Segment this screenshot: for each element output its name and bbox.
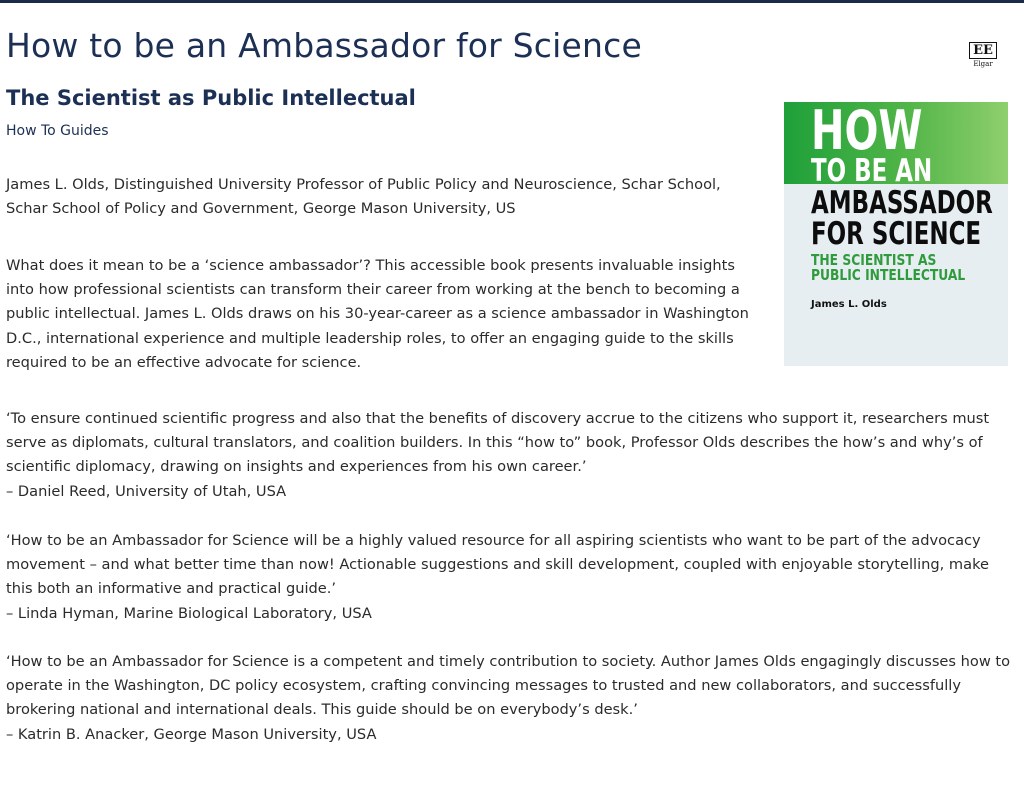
series-link[interactable]: How To Guides [6,123,109,139]
cover-subtitle-line2: PUBLIC INTELLECTUAL [811,266,966,284]
cover-author: James L. Olds [811,299,887,310]
review-2 [6,529,1018,626]
review-quote: ‘To ensure continued scientific progress and also that the benefits of discovery accrue to the citizens who support it, researchers must serve as diplomats, cultural translators, and coalition builders. In this “how to” book, Professor Olds describes the how’s and why’s of scientific diplomacy, drawing on insights and experiences from his own career.’ [6,410,990,476]
publisher-logo-name: Elgar [973,60,993,68]
cover-subtitle-line1: THE SCIENTIST AS [811,251,937,269]
cover-title-for-science: FOR SCIENCE [811,216,982,252]
top-bar [0,0,1024,3]
review-1 [6,407,1018,504]
review-3 [6,650,1018,747]
review-attribution: – Linda Hyman, Marine Biological Laboratory, USA [6,604,372,622]
cover-title-how: HOW [811,102,923,162]
book-subtitle: The Scientist as Public Intellectual [6,86,416,110]
review-quote: ‘How to be an Ambassador for Science is a competent and timely contribution to society. Author James Olds engagingly discusses how to operate in the Washington, DC policy ecosystem, crafting convincing messages to trusted and new collaborators, and successfully brokering national and international deals. This guide should be on everybody’s desk.’ [6,653,1011,719]
book-cover-image [784,102,1008,366]
publisher-logo[interactable] [969,42,997,69]
publisher-logo-mark: EE [969,42,997,59]
page-title: How to be an Ambassador for Science [6,26,642,65]
review-attribution: – Katrin B. Anacker, George Mason University, USA [6,725,377,743]
author-bio: James L. Olds, Distinguished University Professor of Public Policy and Neuroscience, Schar School, Schar School of Policy and Government, George Mason University, US [6,176,721,218]
review-attribution: – Daniel Reed, University of Utah, USA [6,482,287,500]
book-description: What does it mean to be a ‘science ambassador’? This accessible book presents invaluable insights into how professional scientists can transform their career from working at the bench to becoming a public intellectual. James L. Olds draws on his 30-year-career as a science ambassador in Washington D.C., international experience and multiple leadership roles, to offer an engaging guide to the skills required to be an effective advocate for science. [6,257,749,371]
review-quote: ‘How to be an Ambassador for Science will be a highly valued resource for all aspiring scientists who want to be part of the advocacy movement – and what better time than now! Actionable suggestions and skill development, coupled with enjoyable storytelling, make this both an informative and practical guide.’ [6,532,989,598]
cover-title-ambassador: AMBASSADOR [811,185,993,221]
cover-title-to-be-an: TO BE AN [811,153,933,189]
